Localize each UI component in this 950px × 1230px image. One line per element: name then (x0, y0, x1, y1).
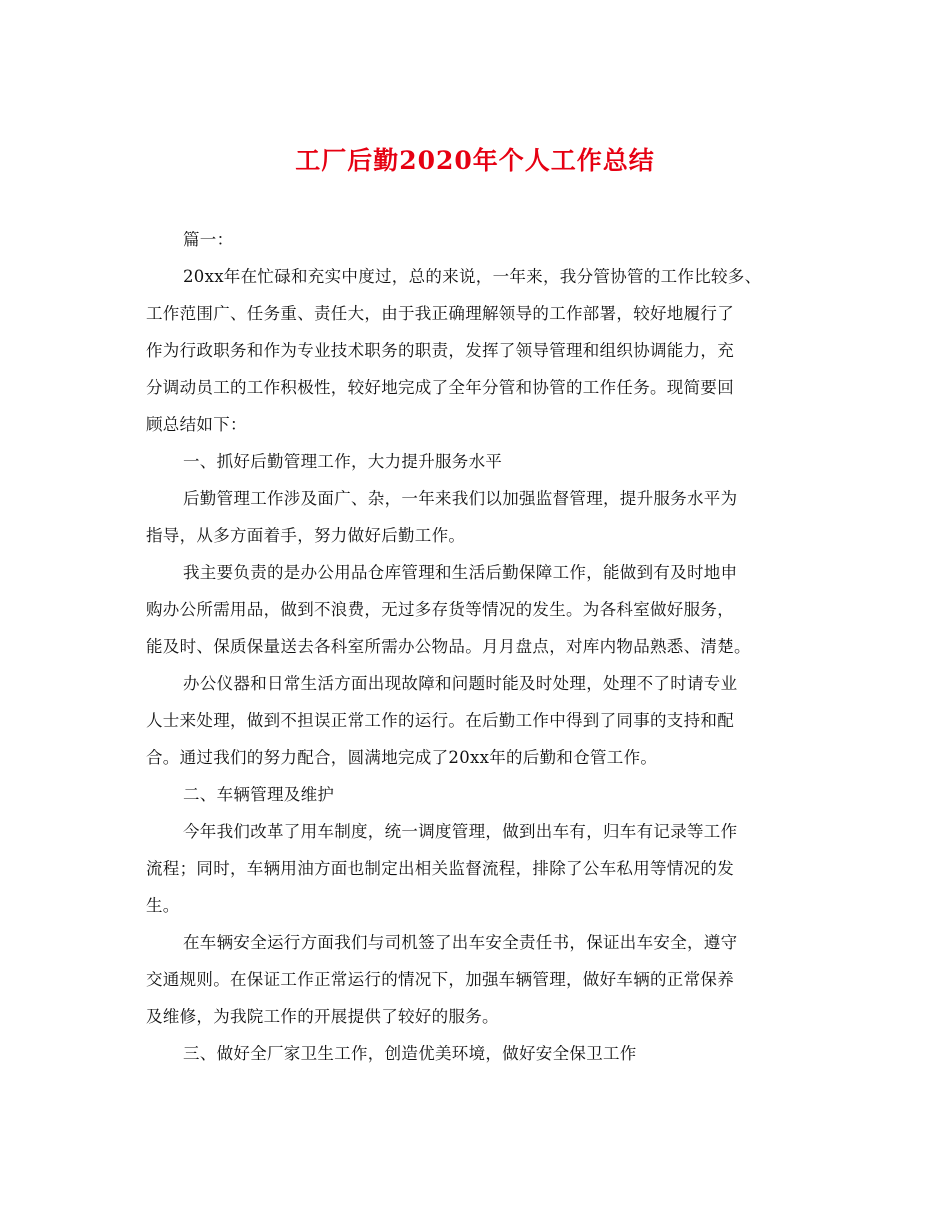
body-text-line: 生。 (146, 896, 180, 915)
body-text-line: 一、抓好后勤管理工作，大力提升服务水平 (183, 452, 503, 471)
document-title: 工厂后勤2020年个人工作总结 (295, 146, 655, 175)
body-text-line: 人士来处理，做到不担误正常工作的运行。在后勤工作中得到了同事的支持和配 (146, 711, 734, 730)
body-text-line: 工作范围广、任务重、责任大，由于我正确理解领导的工作部署，较好地履行了 (146, 304, 734, 323)
body-text-line: 顾总结如下： (146, 415, 247, 434)
body-text-line: 购办公所需用品，做到不浪费，无过多存货等情况的发生。为各科室做好服务， (146, 600, 734, 619)
body-text-line: 能及时、保质保量送去各科室所需办公物品。月月盘点，对库内物品熟悉、清楚。 (146, 637, 751, 656)
body-text-line: 分调动员工的工作积极性，较好地完成了全年分管和协管的工作任务。现简要回 (146, 378, 734, 397)
body-text-line: 三、做好全厂家卫生工作，创造优美环境，做好安全保卫工作 (183, 1044, 637, 1063)
body-text-line: 流程；同时，车辆用油方面也制定出相关监督流程，排除了公车私用等情况的发 (146, 859, 734, 878)
body-text-line: 在车辆安全运行方面我们与司机签了出车安全责任书，保证出车安全，遵守 (183, 933, 738, 952)
body-text-line: 合。通过我们的努力配合，圆满地完成了20xx年的后勤和仓管工作。 (146, 748, 658, 767)
body-text-line: 二、车辆管理及维护 (183, 785, 335, 804)
body-text-line: 办公仪器和日常生活方面出现故障和问题时能及时处理，处理不了时请专业 (183, 674, 738, 693)
document-body (146, 221, 806, 1072)
body-text-line: 指导，从多方面着手，努力做好后勤工作。 (146, 526, 466, 545)
body-text-line: 后勤管理工作涉及面广、杂，一年来我们以加强监督管理，提升服务水平为 (183, 489, 738, 508)
body-text-line: 作为行政职务和作为专业技术职务的职责，发挥了领导管理和组织协调能力，充 (146, 341, 734, 360)
body-text-line: 交通规则。在保证工作正常运行的情况下，加强车辆管理，做好车辆的正常保养 (146, 970, 734, 989)
body-text-line: 及维修，为我院工作的开展提供了较好的服务。 (146, 1007, 499, 1026)
body-text-line: 篇一： (183, 230, 234, 249)
body-text-line: 我主要负责的是办公用品仓库管理和生活后勤保障工作，能做到有及时地申 (183, 563, 738, 582)
body-text-line: 20xx年在忙碌和充实中度过，总的来说，一年来，我分管协管的工作比较多、 (183, 267, 762, 286)
body-text-line: 今年我们改革了用车制度，统一调度管理，做到出车有，归车有记录等工作 (183, 822, 738, 841)
